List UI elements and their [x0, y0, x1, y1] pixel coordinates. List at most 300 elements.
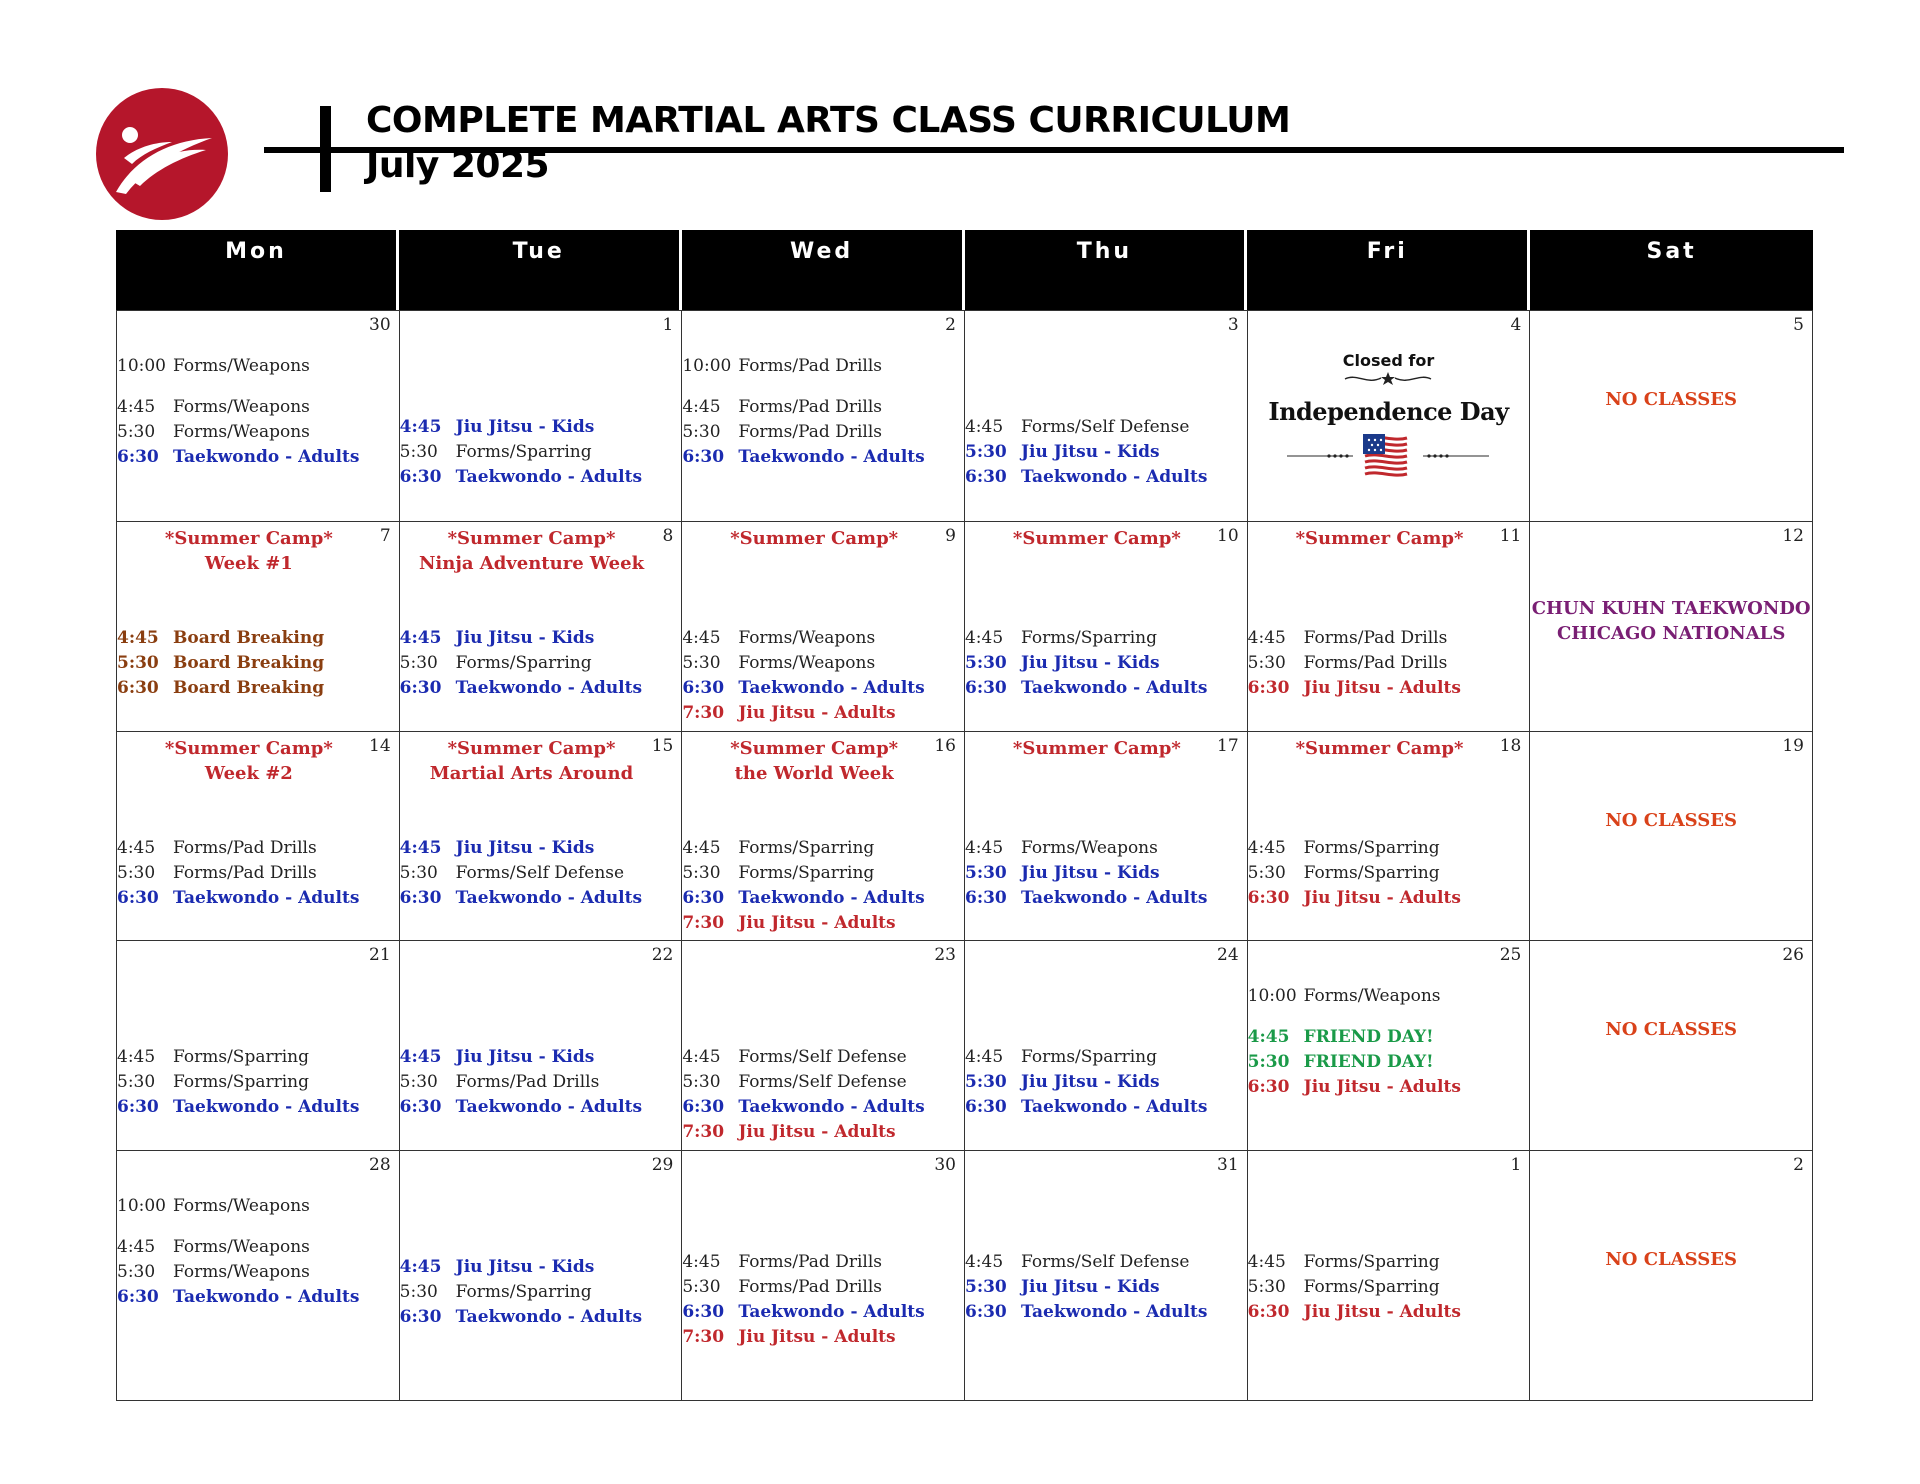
class-time: 5:30 — [117, 1072, 156, 1092]
class-schedule-list — [1248, 1250, 1530, 1325]
summer-camp-banner — [965, 736, 1229, 761]
class-schedule-list — [400, 1045, 682, 1120]
calendar-day-cell — [400, 522, 683, 732]
day-number: 17 — [1217, 736, 1239, 756]
class-entry — [965, 626, 1247, 651]
calendar-day-cell — [965, 1151, 1248, 1401]
class-name: Jiu Jitsu - Adults — [1303, 1077, 1461, 1097]
calendar-day-cell — [965, 522, 1248, 732]
american-flag-icon — [1262, 432, 1516, 486]
class-time: 6:30 — [399, 1307, 442, 1327]
class-name: Jiu Jitsu - Kids — [1020, 1072, 1160, 1092]
day-number: 7 — [379, 526, 391, 546]
class-schedule-list — [965, 415, 1247, 490]
summer-camp-title: *Summer Camp* — [1295, 738, 1464, 759]
class-name: Taekwondo - Adults — [173, 1097, 360, 1117]
weekday-header-tue: Tue — [399, 230, 682, 310]
class-entry — [682, 836, 964, 861]
calendar-day-cell — [1530, 941, 1813, 1151]
class-name: Forms/Self Defense — [1020, 417, 1190, 437]
class-name: Forms/Pad Drills — [738, 397, 883, 417]
class-name: Forms/Weapons — [1020, 838, 1158, 858]
class-time: 4:45 — [1247, 1027, 1290, 1047]
day-number: 2 — [945, 315, 956, 335]
class-entry — [117, 1194, 399, 1219]
class-time: 6:30 — [117, 1287, 159, 1307]
summer-camp-title: *Summer Camp* — [164, 528, 333, 549]
class-entry — [965, 1300, 1247, 1325]
class-name: Jiu Jitsu - Adults — [738, 703, 896, 723]
calendar-day-cell — [965, 311, 1248, 522]
class-time: 6:30 — [964, 1302, 1007, 1322]
class-time: 6:30 — [964, 888, 1007, 908]
class-time: 4:45 — [964, 1252, 1004, 1272]
no-classes-notice: NO CLASSES — [1605, 389, 1737, 410]
class-name: Forms/Sparring — [455, 653, 592, 673]
class-schedule-list — [400, 1255, 682, 1330]
class-time: 6:30 — [117, 678, 159, 698]
class-schedule-list — [400, 626, 682, 701]
calendar-day-cell — [400, 941, 683, 1151]
class-name: Taekwondo - Adults — [455, 888, 643, 908]
class-time: 5:30 — [399, 1072, 438, 1092]
class-time: 4:45 — [682, 838, 721, 858]
class-name: Forms/Sparring — [455, 442, 592, 462]
class-entry — [965, 1250, 1247, 1275]
summer-camp-theme: the World Week — [734, 763, 894, 784]
class-name: FRIEND DAY! — [1303, 1027, 1434, 1047]
weekday-header-fri: Fri — [1247, 230, 1530, 310]
class-schedule-list — [682, 626, 964, 726]
page-title: COMPLETE MARTIAL ARTS CLASS CURRICULUM — [366, 100, 1291, 141]
day-number: 10 — [1217, 526, 1239, 546]
class-name: Board Breaking — [173, 653, 325, 673]
weekday-header-sat: Sat — [1646, 239, 1697, 264]
summer-camp-title: *Summer Camp* — [1012, 528, 1181, 549]
summer-camp-banner — [965, 526, 1229, 551]
day-number: 18 — [1499, 736, 1522, 756]
class-name: Forms/Sparring — [1020, 628, 1157, 648]
class-time: 5:30 — [682, 1277, 721, 1297]
class-schedule-list — [965, 626, 1247, 701]
class-time: 5:30 — [117, 1262, 156, 1282]
class-time: 5:30 — [964, 442, 1007, 462]
closed-holiday-graphic — [1262, 351, 1516, 486]
class-schedule-list — [682, 836, 964, 936]
class-name: Taekwondo - Adults — [1020, 467, 1208, 487]
summer-camp-banner — [682, 736, 946, 786]
summer-camp-title: *Summer Camp* — [164, 738, 333, 759]
class-time: 4:45 — [964, 417, 1004, 437]
page-subtitle-month: July 2025 — [366, 145, 550, 186]
class-time: 6:30 — [399, 1097, 442, 1117]
martial-arts-logo-icon — [96, 88, 228, 220]
summer-camp-theme: Ninja Adventure Week — [418, 553, 645, 574]
class-time: 4:45 — [1247, 1252, 1286, 1272]
class-entry — [965, 1070, 1247, 1095]
class-entry — [1248, 984, 1530, 1009]
calendar-day-cell — [117, 1151, 400, 1401]
class-name: Forms/Pad Drills — [173, 838, 317, 858]
nationals-event-line: CHICAGO NATIONALS — [1556, 623, 1786, 644]
ornament-divider-icon — [1262, 370, 1516, 389]
day-number: 14 — [369, 736, 391, 756]
class-schedule-list — [965, 836, 1247, 911]
class-name: Taekwondo - Adults — [738, 447, 925, 467]
class-entry — [682, 861, 964, 886]
class-time: 6:30 — [964, 1097, 1007, 1117]
class-name: Forms/Pad Drills — [173, 863, 317, 883]
class-time: 5:30 — [682, 1072, 721, 1092]
class-entry — [117, 1045, 399, 1070]
class-time: 10:00 — [117, 1196, 166, 1216]
class-name: Forms/Self Defense — [738, 1047, 907, 1067]
class-time: 7:30 — [682, 1327, 725, 1347]
class-entry — [965, 861, 1247, 886]
class-time: 6:30 — [682, 888, 725, 908]
class-entry — [1248, 1275, 1530, 1300]
class-entry — [117, 1285, 399, 1310]
class-entry — [682, 911, 964, 936]
class-time: 6:30 — [682, 1302, 725, 1322]
calendar-day-cell — [1248, 311, 1531, 522]
class-entry — [965, 1045, 1247, 1070]
class-time: 4:45 — [399, 838, 442, 858]
class-entry — [1248, 886, 1530, 911]
day-number: 25 — [1499, 945, 1522, 965]
class-schedule-list — [1248, 626, 1530, 701]
class-time: 5:30 — [399, 1282, 438, 1302]
class-entry — [682, 1300, 964, 1325]
class-name: Forms/Weapons — [173, 1237, 310, 1257]
class-name: Jiu Jitsu - Kids — [455, 417, 595, 437]
summer-camp-title: *Summer Camp* — [1295, 528, 1464, 549]
class-name: Taekwondo - Adults — [173, 888, 360, 908]
class-time: 5:30 — [399, 653, 438, 673]
class-name: Forms/Weapons — [173, 397, 310, 417]
day-number: 21 — [369, 945, 391, 965]
class-name: Jiu Jitsu - Adults — [738, 1122, 896, 1142]
class-entry — [682, 354, 964, 379]
summer-camp-theme: Week #2 — [204, 763, 293, 784]
class-name: Forms/Weapons — [173, 1196, 310, 1216]
day-number: 19 — [1782, 736, 1804, 756]
class-name: Forms/Pad Drills — [738, 422, 883, 442]
class-entry — [965, 1275, 1247, 1300]
class-time: 5:30 — [399, 863, 438, 883]
class-time: 10:00 — [117, 356, 166, 376]
day-number: 26 — [1782, 945, 1804, 965]
calendar-day-cell — [682, 311, 965, 522]
summer-camp-title: *Summer Camp* — [730, 528, 899, 549]
day-number: 15 — [651, 736, 674, 756]
class-time: 4:45 — [117, 397, 156, 417]
class-time: 5:30 — [1247, 1052, 1290, 1072]
class-entry — [682, 1275, 964, 1300]
class-name: Forms/Weapons — [173, 1262, 310, 1282]
day-number: 23 — [934, 945, 956, 965]
no-classes-notice: NO CLASSES — [1605, 810, 1737, 831]
class-entry — [682, 886, 964, 911]
class-name: Forms/Weapons — [738, 653, 876, 673]
class-entry — [117, 886, 399, 911]
class-time: 4:45 — [117, 1237, 156, 1257]
calendar-day-cell — [682, 732, 965, 941]
calendar-day-cell — [117, 941, 400, 1151]
class-entry — [682, 1095, 964, 1120]
class-time: 10:00 — [1247, 986, 1297, 1006]
calendar-day-cell — [682, 522, 965, 732]
class-name: Jiu Jitsu - Kids — [455, 1047, 595, 1067]
class-entry — [117, 445, 399, 470]
summer-camp-banner — [1248, 526, 1512, 551]
summer-camp-banner — [400, 526, 664, 576]
class-entry — [682, 395, 964, 420]
day-number: 29 — [651, 1155, 674, 1175]
class-time: 5:30 — [964, 1072, 1007, 1092]
calendar-day-cell — [1248, 1151, 1531, 1401]
class-time: 6:30 — [399, 888, 442, 908]
class-time: 4:45 — [1247, 838, 1286, 858]
calendar-day-cell — [965, 732, 1248, 941]
class-entry — [400, 836, 682, 861]
class-name: Forms/Pad Drills — [455, 1072, 600, 1092]
class-time: 4:45 — [399, 1047, 442, 1067]
class-name: Taekwondo - Adults — [738, 1097, 925, 1117]
class-name: Taekwondo - Adults — [1020, 1097, 1208, 1117]
class-time: 10:00 — [682, 356, 732, 376]
class-time: 6:30 — [682, 678, 725, 698]
class-time: 4:45 — [964, 1047, 1004, 1067]
day-number: 24 — [1217, 945, 1239, 965]
class-entry — [117, 1260, 399, 1285]
class-name: Forms/Weapons — [1303, 986, 1441, 1006]
class-entry — [400, 1305, 682, 1330]
class-entry — [965, 415, 1247, 440]
class-entry — [682, 1045, 964, 1070]
day-number: 1 — [662, 315, 674, 335]
class-name: Taekwondo - Adults — [455, 1307, 643, 1327]
class-entry — [117, 1070, 399, 1095]
class-entry — [682, 676, 964, 701]
day-number: 30 — [934, 1155, 956, 1175]
class-time: 5:30 — [117, 863, 156, 883]
class-name: Forms/Sparring — [455, 1282, 592, 1302]
calendar-day-cell — [400, 311, 683, 522]
weekday-header-mon: Mon — [116, 230, 399, 310]
class-entry — [117, 354, 399, 379]
class-schedule-list — [117, 836, 399, 911]
class-name: Forms/Weapons — [173, 422, 310, 442]
class-time: 4:45 — [399, 417, 442, 437]
class-entry — [117, 861, 399, 886]
class-name: Jiu Jitsu - Kids — [1020, 1277, 1160, 1297]
class-schedule-list — [682, 354, 964, 470]
class-time: 4:45 — [117, 1047, 156, 1067]
class-schedule-list — [117, 1045, 399, 1120]
class-name: Taekwondo - Adults — [738, 678, 925, 698]
class-entry — [965, 886, 1247, 911]
day-number: 12 — [1782, 526, 1804, 546]
class-entry — [400, 651, 682, 676]
class-time: 6:30 — [117, 447, 159, 467]
class-entry — [965, 465, 1247, 490]
class-name: Taekwondo - Adults — [1020, 1302, 1208, 1322]
class-time: 4:45 — [117, 838, 156, 858]
class-name: Jiu Jitsu - Adults — [738, 913, 896, 933]
class-time: 6:30 — [682, 1097, 725, 1117]
class-entry — [400, 886, 682, 911]
class-name: Taekwondo - Adults — [1020, 888, 1208, 908]
class-name: Forms/Sparring — [1303, 863, 1440, 883]
class-entry — [1248, 1300, 1530, 1325]
day-number: 16 — [934, 736, 956, 756]
class-entry — [400, 676, 682, 701]
summer-camp-title: *Summer Camp* — [1012, 738, 1181, 759]
class-entry — [682, 1120, 964, 1145]
class-entry — [117, 1095, 399, 1120]
summer-camp-banner — [400, 736, 664, 786]
calendar-day-cell — [1530, 732, 1813, 941]
class-name: Taekwondo - Adults — [738, 888, 925, 908]
class-time: 7:30 — [682, 1122, 725, 1142]
class-entry — [117, 1235, 399, 1260]
class-time: 5:30 — [964, 653, 1007, 673]
class-entry — [1248, 626, 1530, 651]
class-time: 4:45 — [682, 628, 721, 648]
class-schedule-list — [400, 836, 682, 911]
class-entry — [1248, 861, 1530, 886]
class-entry — [682, 626, 964, 651]
class-name: Taekwondo - Adults — [173, 1287, 360, 1307]
class-time: 6:30 — [399, 467, 442, 487]
summer-camp-title: *Summer Camp* — [447, 528, 616, 549]
summer-camp-banner — [682, 526, 946, 551]
class-name: Forms/Sparring — [738, 838, 875, 858]
class-time: 4:45 — [964, 838, 1004, 858]
class-entry — [400, 1070, 682, 1095]
class-time: 4:45 — [399, 628, 442, 648]
class-name: Jiu Jitsu - Kids — [1020, 653, 1160, 673]
class-entry — [682, 651, 964, 676]
class-entry — [682, 1250, 964, 1275]
class-schedule-list — [117, 626, 399, 701]
day-number: 8 — [662, 526, 674, 546]
class-name: Jiu Jitsu - Adults — [1303, 888, 1461, 908]
class-time: 4:45 — [399, 1257, 442, 1277]
class-entry — [1248, 1050, 1530, 1075]
calendar-day-cell — [1530, 311, 1813, 522]
summer-camp-title: *Summer Camp* — [730, 738, 899, 759]
summer-camp-banner — [117, 736, 381, 786]
summer-camp-theme: Week #1 — [204, 553, 293, 574]
class-time: 4:45 — [682, 397, 721, 417]
day-number: 22 — [651, 945, 674, 965]
class-time: 4:45 — [1247, 628, 1286, 648]
day-number: 1 — [1510, 1155, 1522, 1175]
class-entry — [400, 1280, 682, 1305]
calendar — [116, 230, 1813, 1401]
class-name: Jiu Jitsu - Kids — [455, 1257, 595, 1277]
calendar-day-cell — [965, 941, 1248, 1151]
class-entry — [682, 1325, 964, 1350]
summer-camp-banner — [117, 526, 381, 576]
class-entry — [965, 1095, 1247, 1120]
summer-camp-theme: Martial Arts Around — [429, 763, 634, 784]
class-name: Jiu Jitsu - Kids — [1020, 442, 1160, 462]
class-name: Jiu Jitsu - Kids — [455, 628, 595, 648]
day-number: 3 — [1227, 315, 1239, 335]
class-schedule-list — [965, 1250, 1247, 1325]
class-name: Taekwondo - Adults — [455, 678, 643, 698]
day-number: 9 — [945, 526, 956, 546]
nationals-event-line: CHUN KUHN TAEKWONDO — [1531, 598, 1811, 619]
class-entry — [400, 1095, 682, 1120]
class-entry — [1248, 1025, 1530, 1050]
class-entry — [965, 651, 1247, 676]
class-name: Forms/Sparring — [1303, 1277, 1440, 1297]
class-time: 5:30 — [117, 653, 159, 673]
class-time: 5:30 — [399, 442, 438, 462]
weekday-header-thu: Thu — [965, 230, 1248, 310]
class-schedule-list — [682, 1045, 964, 1145]
calendar-day-cell — [1248, 522, 1531, 732]
calendar-day-cell — [400, 1151, 683, 1401]
class-name: Board Breaking — [173, 628, 325, 648]
class-name: Jiu Jitsu - Kids — [455, 838, 595, 858]
class-name: FRIEND DAY! — [1303, 1052, 1434, 1072]
class-name: Jiu Jitsu - Adults — [738, 1327, 896, 1347]
day-number: 2 — [1793, 1155, 1804, 1175]
class-time: 5:30 — [682, 653, 721, 673]
class-entry — [117, 626, 399, 651]
class-name: Forms/Pad Drills — [1303, 628, 1448, 648]
class-name: Taekwondo - Adults — [455, 467, 643, 487]
class-name: Jiu Jitsu - Adults — [1303, 678, 1461, 698]
class-time: 6:30 — [964, 467, 1007, 487]
day-number: 31 — [1217, 1155, 1239, 1175]
class-name: Forms/Sparring — [1303, 1252, 1440, 1272]
class-entry — [400, 861, 682, 886]
summer-camp-title: *Summer Camp* — [447, 738, 616, 759]
independence-day-label: Independence Day — [1268, 397, 1509, 426]
calendar-day-cell — [682, 1151, 965, 1401]
day-number: 5 — [1793, 315, 1804, 335]
class-time: 5:30 — [117, 422, 156, 442]
no-classes-notice: NO CLASSES — [1605, 1019, 1737, 1040]
class-schedule-list — [965, 1045, 1247, 1120]
class-entry — [1248, 836, 1530, 861]
class-time: 6:30 — [964, 678, 1007, 698]
class-name: Forms/Self Defense — [738, 1072, 907, 1092]
class-entry — [117, 395, 399, 420]
class-entry — [400, 440, 682, 465]
class-entry — [1248, 1250, 1530, 1275]
class-entry — [400, 465, 682, 490]
class-schedule-list — [1248, 836, 1530, 911]
day-number: 11 — [1499, 526, 1522, 546]
class-time: 6:30 — [117, 888, 159, 908]
class-name: Forms/Sparring — [1020, 1047, 1157, 1067]
calendar-day-cell — [400, 732, 683, 941]
class-entry — [117, 836, 399, 861]
class-name: Forms/Sparring — [738, 863, 875, 883]
class-entry — [400, 626, 682, 651]
day-number: 4 — [1510, 315, 1522, 335]
class-time: 6:30 — [1247, 678, 1290, 698]
class-entry — [965, 836, 1247, 861]
class-name: Forms/Pad Drills — [738, 1252, 883, 1272]
